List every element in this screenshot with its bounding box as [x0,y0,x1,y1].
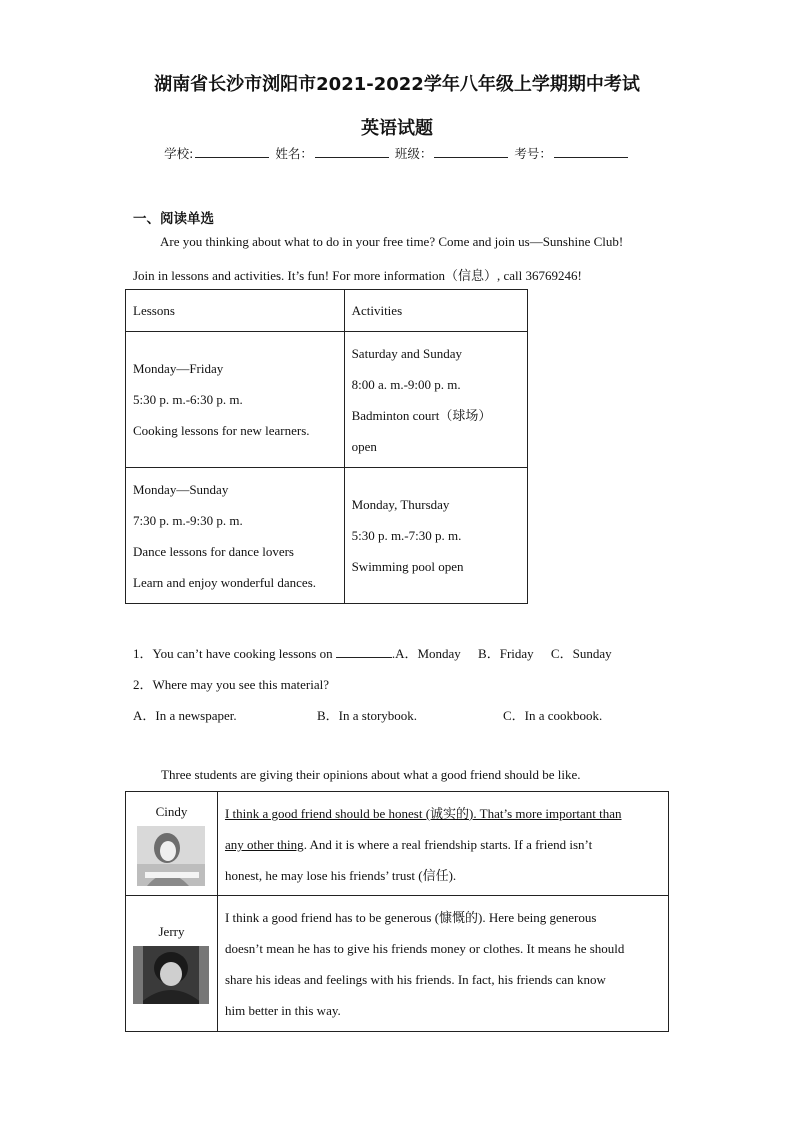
lessons-cell: Monday—Friday 5:30 p. m.-6:30 p. m. Cooking lessons for new learners. [126,332,345,468]
club-schedule-table [125,289,528,604]
cindy-photo [137,826,205,886]
school-blank[interactable] [195,145,269,158]
section-heading: 一、阅读单选 [133,211,214,227]
answer-blank[interactable] [336,645,392,658]
table-header-row [126,290,528,332]
exam-number-label: 考号： [514,146,552,161]
activities-cell: Monday, Thursday 5:30 p. m.-7:30 p. m. Swimming pool open [344,468,527,604]
student-name: Cindy [155,804,188,819]
lessons-cell: Monday—Sunday 7:30 p. m.-9:30 p. m. Dance lessons for dance lovers Learn and enjoy wonderful dances. [126,468,345,604]
exam-subtitle: 英语试题 [361,118,433,139]
student-cell [126,792,218,896]
class-blank[interactable] [434,145,508,158]
school-label: 学校: [164,146,194,161]
header-activities: Activities [344,290,527,332]
q2-option-b[interactable]: B．In a storybook. [317,708,418,723]
jerry-photo [133,946,209,1004]
passage1-line1: Are you thinking about what to do in your free time? Come and join us—Sunshine Club! [160,234,624,249]
q2-option-a[interactable]: A．In a newspaper. [133,708,237,723]
q2-option-c[interactable]: C．In a cookbook. [503,708,603,723]
table-row [126,332,528,468]
opinion-text: I think a good friend has to be generous (慷慨的). Here being generous doesn’t mean he has to give his friends money or clothes. It means he should share his ideas and feelings with his friends. In fact, his friends can know him better in this way. [217,896,668,1032]
question-1: 1．You can’t have cooking lessons on .A．Monday B．Friday C．Sunday [133,646,612,661]
exam-number-blank[interactable] [554,145,628,158]
option-b[interactable]: B．Friday [478,646,534,661]
question-2: 2．Where may you see this material? [133,677,330,692]
passage2-intro: Three students are giving their opinions about what a good friend should be like. [161,767,581,782]
header-lessons: Lessons [126,290,345,332]
option-a[interactable]: A．Monday [395,646,461,661]
opinion-text: I think a good friend should be honest (诚实的). That’s more important than any other thing. And it is where a real friendship starts. If a friend isn’t honest, he may lose his friends’ trust (信任). [217,792,668,896]
student-cell [126,896,218,1032]
passage1-line2: Join in lessons and activities. It’s fun! For more information（信息）, call 36769246! [133,268,582,283]
exam-title: 湖南省长沙市浏阳市2021-2022学年八年级上学期期中考试 [154,74,640,95]
activities-cell: Saturday and Sunday 8:00 a. m.-9:00 p. m. Badminton court（球场） open [344,332,527,468]
name-label: 姓名： [275,146,313,161]
table-row [126,468,528,604]
class-label: 班级： [394,146,433,161]
opinions-table [125,791,669,1032]
student-info-line [0,144,794,162]
table-row [126,896,669,1032]
option-c[interactable]: C．Sunday [550,646,612,661]
student-name: Jerry [158,924,185,939]
table-row [126,792,669,896]
name-blank[interactable] [315,145,389,158]
